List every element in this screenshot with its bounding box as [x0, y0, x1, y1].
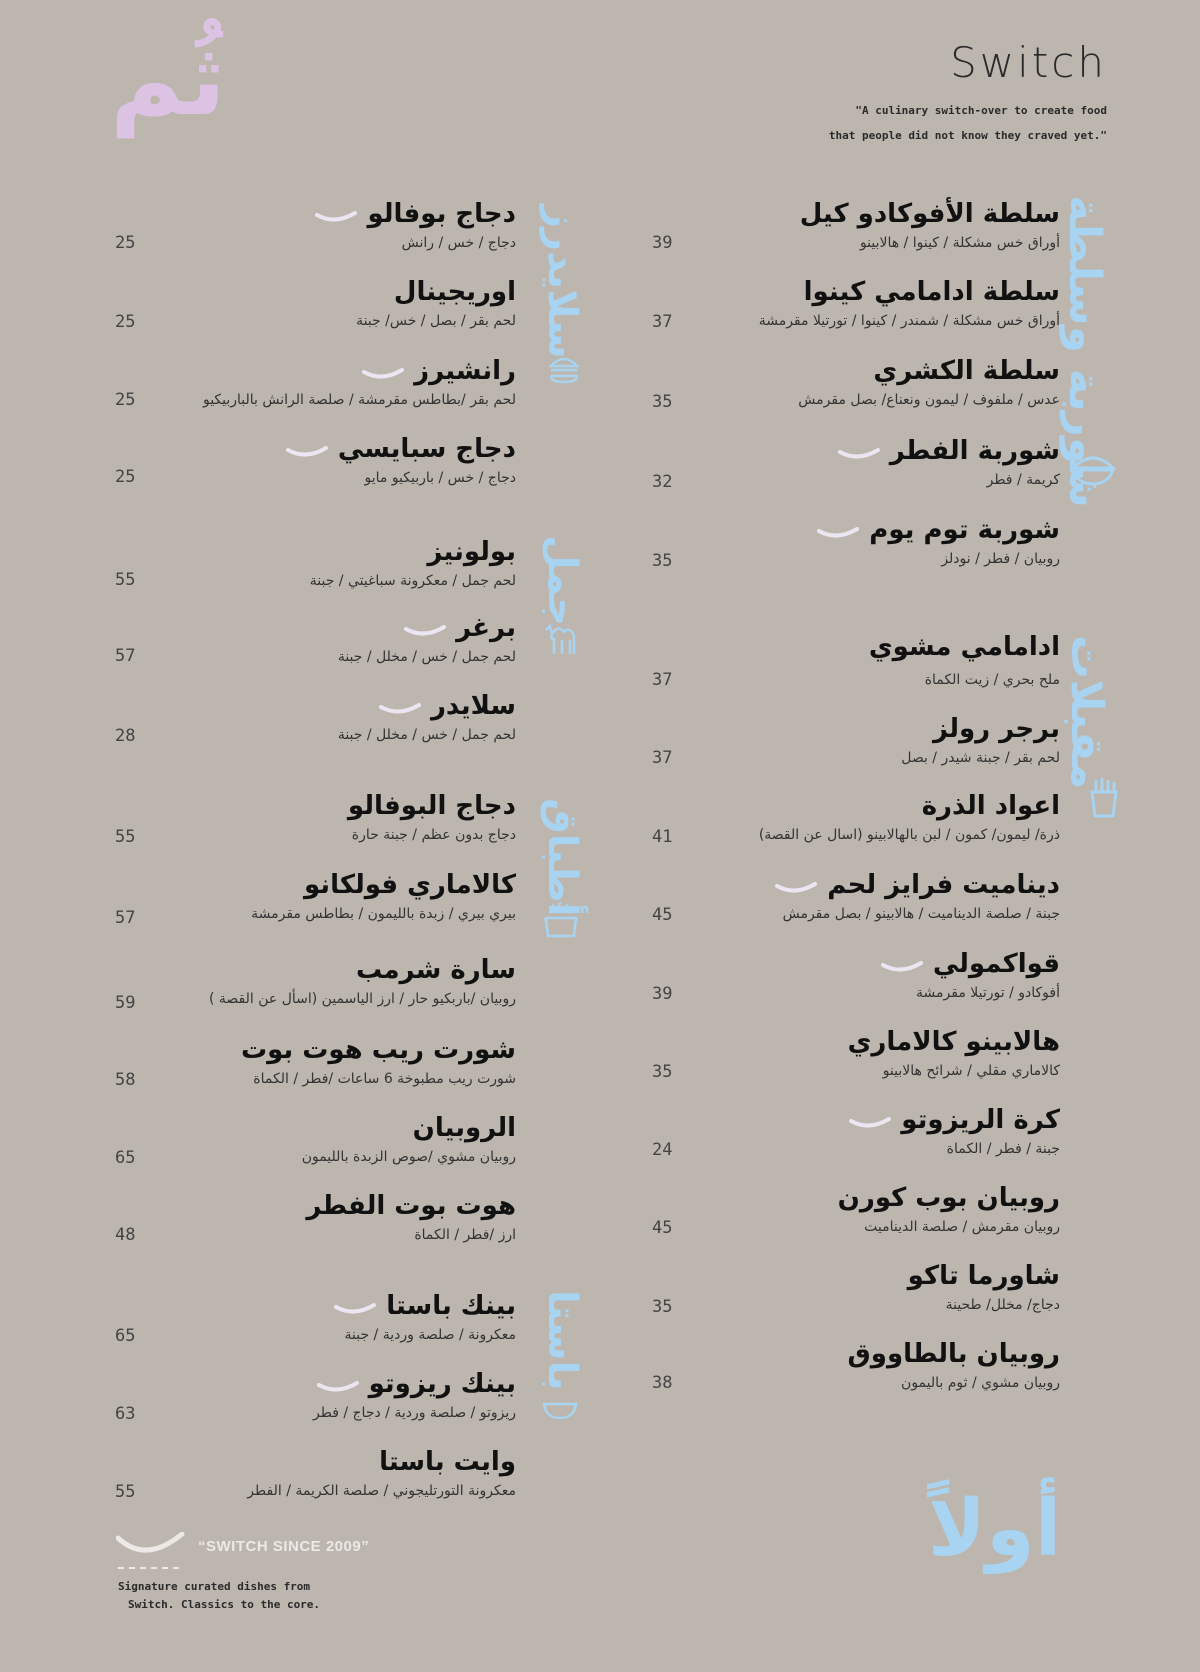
item-name: روبيان بوب كورن [837, 1183, 1060, 1213]
item-price: 55 [115, 570, 136, 590]
menu-item [0, 196, 516, 254]
item-price: 39 [652, 233, 673, 253]
item-desc: ريزوتو / صلصة وردية / دجاج / فطر [313, 1405, 516, 1421]
item-desc: عدس / ملفوف / ليمون ونعناع/ بصل مقرمش [798, 392, 1060, 408]
footer-line-1: Signature curated dishes from [118, 1580, 311, 1593]
item-name: قواكمولي [932, 949, 1060, 979]
menu-item [0, 610, 516, 668]
item-name: الروبيان [412, 1113, 516, 1143]
item-desc: ذرة/ ليمون/ كمون / لبن بالهالابينو (اسال عن القصة) [758, 827, 1060, 843]
burger-icon [548, 352, 580, 384]
signature-swoosh-icon [334, 1303, 376, 1317]
tagline-line-2: that people did not know they craved yet." [828, 129, 1107, 142]
item-price: 57 [115, 646, 136, 666]
item-name: هالابينو كالاماري [847, 1027, 1060, 1057]
item-desc: معكرونة / صلصة وردية / جبنة [344, 1327, 516, 1343]
item-price: 55 [115, 1482, 136, 1502]
menu-item [0, 534, 516, 592]
item-price: 65 [115, 1148, 136, 1168]
item-name: شورت ريب هوت بوت [240, 1035, 516, 1065]
signature-swoosh-icon [881, 961, 923, 975]
item-desc: ملح بحري / زيت الكماة [924, 672, 1060, 688]
pasta-bowl-icon [542, 1398, 578, 1420]
item-name: اوريجينال [393, 277, 516, 307]
category-appetizers: مقبلات [1061, 635, 1112, 790]
soup-bowl-icon [1068, 448, 1118, 488]
item-price: 28 [115, 726, 136, 746]
item-name: هوت بوت الفطر [306, 1191, 516, 1221]
item-desc: روبيان / فطر / نودلز [941, 551, 1060, 567]
item-name: شوربة توم يوم [869, 515, 1060, 545]
item-price: 38 [652, 1373, 673, 1393]
item-desc: ارز /فطر / الكماة [414, 1227, 516, 1243]
item-price: 45 [652, 1218, 673, 1238]
menu-item [0, 353, 516, 411]
item-desc: لحم بقر /بطاطس مقرمشة / صلصة الرانش بالباربيكيو [202, 392, 516, 408]
item-desc: دجاج/ مخلل/ طحينة [945, 1297, 1060, 1313]
item-desc: أوراق خس مشكلة / شمندر / كينوا / تورتيلا مقرمشة [758, 313, 1060, 329]
item-desc: دجاج بدون عظم / جبنة حارة [351, 827, 516, 843]
item-price: 41 [652, 827, 673, 847]
item-desc: روبيان مشوي /صوص الزبدة بالليمون [301, 1149, 516, 1165]
menu-item [0, 1366, 516, 1424]
switch-logo [877, 38, 1107, 88]
footer-quote: “SWITCH SINCE 2009” [198, 1538, 370, 1555]
category-pasta: باستا [539, 1290, 585, 1391]
category-plates: أطباق [539, 798, 585, 917]
item-price: 37 [652, 670, 673, 690]
item-price: 25 [115, 233, 136, 253]
item-price: 25 [115, 467, 136, 487]
menu-item [0, 867, 516, 925]
item-price: 25 [115, 312, 136, 332]
item-desc: روبيان مشوي / ثوم باليمون [901, 1375, 1060, 1391]
item-desc: جبنة / فطر / الكماة [946, 1141, 1060, 1157]
item-desc: جبنة / صلصة الديناميت / هالابينو / بصل مقرمش [782, 906, 1060, 922]
item-price: 57 [115, 908, 136, 928]
camel-icon [542, 620, 582, 656]
signature-swoosh-icon [817, 527, 859, 541]
menu-item [0, 1188, 516, 1246]
fries-icon [1086, 776, 1122, 818]
item-price: 45 [652, 905, 673, 925]
signature-swoosh-icon [838, 448, 880, 462]
item-price: 59 [115, 993, 136, 1013]
signature-swoosh-icon [317, 1381, 359, 1395]
item-name: شوربة الفطر [889, 436, 1060, 466]
item-name: ادامامي مشوي [868, 632, 1060, 662]
item-name: دجاج بوفالو [367, 199, 516, 229]
item-name: وايت باستا [379, 1447, 516, 1477]
menu-item [0, 1110, 516, 1168]
title-first: أولاً [928, 1484, 1062, 1574]
item-desc: لحم بقر / جبنة شيدر / بصل [901, 750, 1060, 766]
tagline [767, 98, 1107, 148]
item-name: سلطة الأفوكادو كيل [799, 199, 1060, 229]
item-price: 55 [115, 827, 136, 847]
item-desc: دجاج / خس / رانش [401, 235, 516, 251]
category-soup-salad: شوربة وسلطة [1059, 195, 1110, 508]
item-desc: لحم جمل / خس / مخلل / جبنة [337, 727, 516, 743]
item-name: سلطة ادامامي كينوا [803, 277, 1060, 307]
item-name: شاورما تاكو [907, 1261, 1060, 1291]
item-price: 37 [652, 312, 673, 332]
signature-swoosh-icon [379, 703, 421, 717]
item-desc: كالاماري مقلي / شرائح هالابينو [882, 1063, 1060, 1079]
item-desc: دجاج / خس / باربيكيو مايو [364, 470, 516, 486]
item-desc: معكرونة التورتليجوني / صلصة الكريمة / الفطر [247, 1483, 516, 1499]
item-name: بولونيز [427, 537, 516, 567]
signature-swoosh-icon [775, 882, 817, 896]
item-name: برغر [456, 613, 516, 643]
item-name: روبيان بالطاووق [847, 1339, 1060, 1369]
item-price: 58 [115, 1070, 136, 1090]
hot-pot-icon [542, 900, 580, 940]
signature-swoosh-icon [404, 625, 446, 639]
menu-item [0, 1288, 516, 1346]
item-price: 65 [115, 1326, 136, 1346]
menu-item [0, 1444, 516, 1502]
item-name: كالاماري فولكانو [304, 870, 516, 900]
item-name: دجاج سبايسي [337, 434, 516, 464]
item-price: 24 [652, 1140, 673, 1160]
signature-swoosh-icon [286, 446, 328, 460]
item-price: 63 [115, 1404, 136, 1424]
item-name: اعواد الذرة [921, 791, 1060, 821]
item-desc: لحم جمل / معكرونة سباغيتي / جبنة [309, 573, 516, 589]
item-price: 35 [652, 551, 673, 571]
item-name: ديناميت فرايز لحم [827, 870, 1060, 900]
item-name: سلايدر [430, 691, 516, 721]
menu-item [0, 788, 516, 846]
item-name: برجر رولز [933, 714, 1060, 744]
menu-item [0, 952, 516, 1010]
item-name: دجاج البوفالو [347, 791, 516, 821]
item-desc: لحم جمل / خس / مخلل / جبنة [337, 649, 516, 665]
item-name: كرة الريزوتو [901, 1105, 1060, 1135]
item-price: 35 [652, 392, 673, 412]
footer-line-2: Switch. Classics to the core. [128, 1598, 321, 1611]
tagline-line-1: "A culinary switch-over to create food [855, 104, 1107, 117]
signature-swoosh-icon [849, 1117, 891, 1131]
item-price: 35 [652, 1062, 673, 1082]
item-name: رانشيرز [414, 356, 516, 386]
item-desc: أفوكادو / تورتيلا مقرمشة [916, 985, 1060, 1001]
item-name: بينك باستا [386, 1291, 516, 1321]
signature-swoosh-icon [315, 211, 357, 225]
menu-item [0, 1032, 516, 1090]
item-name: بينك ريزوتو [368, 1369, 516, 1399]
item-name: سلطة الكشري [873, 356, 1060, 386]
menu-item [0, 431, 516, 489]
category-sliders: سلايدرز [539, 205, 585, 359]
item-price: 35 [652, 1297, 673, 1317]
category-camel: جمل [539, 535, 585, 627]
item-price: 25 [115, 390, 136, 410]
item-price: 48 [115, 1225, 136, 1245]
item-desc: روبيان مقرمش / صلصة الديناميت [864, 1219, 1060, 1235]
item-price: 39 [652, 984, 673, 1004]
menu-item [0, 274, 516, 332]
item-desc: لحم بقر / بصل / خس/ جبنة [356, 313, 516, 329]
signature-swoosh-icon [362, 368, 404, 382]
title-then: ثُم [110, 21, 226, 138]
switch-swoosh-icon [116, 1532, 186, 1572]
menu-item [0, 688, 516, 746]
logo-text: Switch [950, 38, 1107, 87]
item-desc: شورت ريب مطبوخة 6 ساعات /فطر / الكماة [253, 1071, 516, 1087]
item-name: سارة شرمب [355, 955, 516, 985]
item-price: 32 [652, 472, 673, 492]
item-desc: أوراق خس مشكلة / كينوا / هالابينو [859, 235, 1060, 251]
item-desc: روبيان /باربكيو حار / ارز الياسمين (اسأل عن القصة ) [208, 991, 516, 1007]
item-desc: بيري بيري / زبدة بالليمون / بطاطس مقرمشة [251, 906, 516, 922]
item-desc: كريمة / فطر [986, 472, 1060, 488]
item-price: 37 [652, 748, 673, 768]
